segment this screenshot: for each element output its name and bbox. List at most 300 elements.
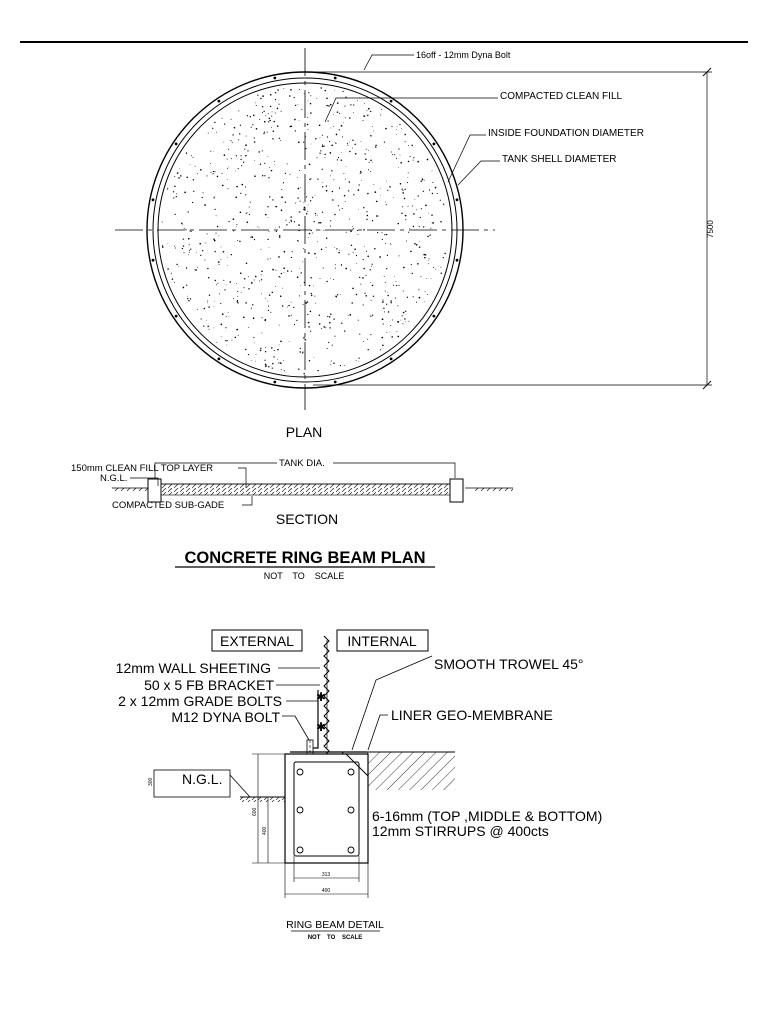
fill-speck: [254, 337, 255, 338]
fill-speck: [431, 278, 432, 279]
fill-speck: [290, 220, 291, 221]
fill-speck: [344, 365, 345, 366]
fill-speck: [256, 105, 257, 106]
fill-speck: [282, 197, 283, 198]
fill-speck: [250, 202, 251, 203]
fill-speck: [402, 315, 403, 316]
fill-speck: [422, 180, 423, 181]
fill-speck: [315, 296, 316, 297]
fill-speck: [244, 278, 245, 279]
fill-speck: [314, 253, 316, 255]
fill-speck: [365, 275, 366, 276]
fill-speck: [247, 115, 248, 116]
fill-speck: [356, 360, 357, 361]
fill-speck: [268, 306, 269, 307]
fill-speck: [237, 302, 238, 303]
fill-speck: [295, 130, 296, 131]
fill-speck: [281, 189, 282, 190]
fill-speck: [183, 252, 184, 253]
fill-speck: [385, 282, 386, 283]
fill-speck: [346, 232, 347, 233]
fill-speck: [332, 345, 333, 346]
fill-speck: [197, 309, 198, 310]
fill-speck: [293, 307, 294, 308]
fill-speck: [391, 151, 392, 152]
fill-speck: [300, 286, 301, 287]
fill-speck: [260, 349, 262, 351]
fill-speck: [379, 256, 381, 258]
fill-speck: [179, 266, 180, 267]
fill-speck: [223, 280, 224, 281]
fill-speck: [373, 296, 374, 297]
fill-speck: [341, 264, 342, 265]
grade-bolt-mark-2: ✱: [316, 720, 327, 734]
fill-speck: [364, 293, 365, 294]
fill-speck: [247, 212, 248, 213]
dyna-bolt-mark: [175, 143, 178, 146]
fill-speck: [245, 155, 246, 156]
fill-speck: [197, 267, 198, 268]
fill-speck: [240, 212, 242, 214]
fill-speck: [216, 284, 217, 285]
fill-speck: [408, 232, 409, 233]
fill-speck: [425, 291, 426, 292]
fill-speck: [286, 224, 287, 225]
fill-speck: [208, 277, 209, 278]
fill-speck: [426, 278, 427, 279]
fill-speck: [323, 326, 325, 328]
fill-speck: [189, 230, 190, 231]
fill-speck: [356, 263, 357, 264]
fill-speck: [423, 254, 425, 256]
fill-speck: [299, 170, 300, 171]
fill-speck: [294, 119, 296, 121]
fill-speck: [243, 317, 245, 319]
fill-speck: [362, 120, 363, 121]
fill-speck: [390, 300, 392, 302]
fill-speck: [267, 259, 268, 260]
ring-beam-left: [148, 479, 161, 502]
fill-speck: [403, 267, 405, 269]
fill-speck: [269, 294, 271, 296]
fill-speck: [237, 296, 238, 297]
fill-speck: [247, 150, 248, 151]
fill-speck: [262, 112, 263, 113]
fill-speck: [405, 141, 406, 142]
fill-speck: [269, 167, 270, 168]
fill-speck: [281, 369, 282, 370]
fill-speck: [306, 196, 307, 197]
fill-speck: [412, 145, 413, 146]
section-ngl-label: N.G.L.: [100, 473, 128, 484]
fill-speck: [343, 122, 344, 123]
detail-ngl-label: N.G.L.: [182, 771, 223, 787]
fill-speck: [363, 304, 364, 305]
fill-speck: [322, 169, 323, 170]
fill-speck: [286, 220, 287, 221]
fill-speck: [365, 295, 367, 297]
fill-speck: [406, 240, 407, 241]
fill-speck: [162, 221, 163, 222]
fill-speck: [331, 144, 333, 146]
fill-speck: [284, 251, 286, 253]
fill-speck: [358, 361, 359, 362]
subgrade-label: COMPACTED SUB-GADE: [112, 500, 225, 511]
fill-speck: [327, 348, 328, 349]
rebar-bottom-left: [297, 847, 303, 853]
fill-speck: [353, 194, 354, 195]
fill-speck: [381, 337, 383, 339]
fill-speck: [435, 187, 437, 189]
fill-speck: [327, 136, 328, 137]
fill-speck: [269, 118, 271, 120]
trowel-leader: [352, 656, 432, 750]
fill-speck: [364, 246, 365, 247]
fill-speck: [310, 311, 312, 313]
fill-speck: [356, 294, 358, 296]
fill-speck: [402, 192, 404, 194]
fill-speck: [382, 301, 384, 303]
fill-speck: [310, 112, 312, 114]
fill-speck: [168, 244, 169, 245]
fill-speck: [316, 98, 317, 99]
fill-speck: [427, 159, 429, 161]
liner-leader: [368, 715, 388, 750]
fill-speck: [287, 163, 288, 164]
fill-speck: [320, 87, 321, 88]
fill-speck: [261, 317, 262, 318]
fill-speck: [257, 226, 258, 227]
fill-speck: [226, 340, 227, 341]
fill-speck: [207, 326, 209, 328]
fill-speck: [183, 287, 185, 289]
fill-speck: [396, 331, 397, 332]
fill-speck: [425, 205, 427, 207]
fill-speck: [260, 164, 261, 165]
fill-speck: [408, 172, 409, 173]
fill-speck: [420, 181, 421, 182]
fill-speck: [280, 277, 281, 278]
fill-speck: [189, 250, 190, 251]
fill-speck: [326, 190, 328, 192]
fill-speck: [215, 280, 216, 281]
fill-speck: [271, 127, 272, 128]
fill-speck: [433, 267, 434, 268]
fill-speck: [326, 247, 327, 248]
fill-speck: [188, 238, 190, 240]
fill-speck: [315, 195, 316, 196]
fill-speck: [349, 219, 350, 220]
fill-speck: [227, 179, 228, 180]
fill-label: COMPACTED CLEAN FILL: [500, 91, 623, 102]
fill-speck: [416, 209, 417, 210]
fill-speck: [174, 186, 175, 187]
fill-speck: [365, 158, 367, 160]
fill-speck: [326, 186, 327, 187]
fill-speck: [275, 92, 276, 93]
dyna-bolt-mark: [334, 381, 337, 384]
fill-speck: [395, 298, 396, 299]
fill-speck: [396, 285, 397, 286]
fill-speck: [339, 210, 340, 211]
fill-speck: [371, 266, 372, 267]
fill-speck: [283, 360, 284, 361]
fill-speck: [367, 193, 368, 194]
fill-speck: [324, 154, 325, 155]
fill-speck: [236, 226, 237, 227]
fill-speck: [413, 157, 414, 158]
fill-speck: [269, 196, 270, 197]
fill-speck: [419, 246, 421, 248]
fill-speck: [236, 186, 238, 188]
fill-speck: [233, 298, 234, 299]
fill-speck: [214, 251, 215, 252]
fill-speck: [295, 203, 296, 204]
fill-speck: [227, 159, 228, 160]
fill-speck: [338, 205, 339, 206]
fill-speck: [227, 168, 228, 169]
fill-speck: [306, 213, 308, 215]
fill-speck: [322, 135, 323, 136]
fill-speck: [204, 204, 206, 206]
fill-speck: [261, 271, 263, 273]
fill-speck: [298, 241, 299, 242]
fill-speck: [279, 138, 280, 139]
fill-speck: [382, 232, 383, 233]
fill-speck: [265, 364, 266, 365]
title-block: [175, 549, 435, 581]
fill-speck: [349, 117, 350, 118]
fill-speck: [249, 207, 250, 208]
fill-speck: [305, 302, 307, 304]
fill-speck: [383, 323, 384, 324]
fill-speck: [268, 231, 269, 232]
fill-speck: [310, 95, 311, 96]
fill-speck: [350, 104, 351, 105]
fill-speck: [385, 202, 386, 203]
fill-speck: [368, 349, 369, 350]
fill-speck: [261, 293, 262, 294]
fill-speck: [340, 365, 341, 366]
fill-speck: [404, 134, 406, 136]
fill-speck: [182, 248, 183, 249]
fill-speck: [208, 133, 209, 134]
fill-speck: [307, 314, 308, 315]
fill-speck: [264, 132, 265, 133]
fill-speck: [396, 134, 397, 135]
fill-speck: [346, 166, 347, 167]
fill-speck: [272, 138, 273, 139]
fill-speck: [236, 329, 238, 331]
fill-speck: [354, 248, 356, 250]
fill-speck: [308, 205, 309, 206]
fill-speck: [310, 200, 311, 201]
fill-speck: [370, 334, 371, 335]
fill-speck: [267, 132, 268, 133]
fill-speck: [251, 282, 253, 284]
fill-speck: [425, 254, 427, 256]
fill-speck: [394, 276, 395, 277]
fill-speck: [299, 211, 300, 212]
fill-speck: [382, 300, 383, 301]
fill-speck: [280, 140, 281, 141]
fill-speck: [214, 196, 215, 197]
fill-speck: [375, 146, 376, 147]
fill-speck: [418, 289, 419, 290]
fill-speck: [290, 174, 291, 175]
drawing-scale-note: NOT TO SCALE: [263, 571, 345, 581]
fill-speck: [330, 128, 331, 129]
fill-speck: [238, 168, 239, 169]
fill-speck: [339, 187, 340, 188]
fill-speck: [272, 367, 273, 368]
fill-speck: [334, 247, 335, 248]
fill-speck: [268, 217, 269, 218]
dyna-bolt-mark: [456, 259, 459, 262]
external-tag: EXTERNAL: [220, 633, 294, 649]
fill-speck: [309, 163, 311, 165]
shell-dia-label: TANK SHELL DIAMETER: [502, 154, 617, 165]
fill-speck: [350, 230, 352, 232]
clean-fill-label: 150mm CLEAN FILL TOP LAYER: [71, 463, 214, 474]
fill-speck: [210, 163, 211, 164]
fill-speck: [423, 191, 424, 192]
fill-speck: [209, 329, 210, 330]
fill-speck: [410, 156, 411, 157]
fill-speck: [271, 170, 273, 172]
fill-speck: [235, 196, 237, 198]
fill-speck: [362, 277, 364, 279]
fill-speck: [419, 226, 420, 227]
fill-speck: [261, 249, 262, 250]
fill-speck: [290, 89, 292, 91]
fill-speck: [245, 144, 247, 146]
fill-speck: [370, 282, 371, 283]
fill-speck: [264, 121, 266, 123]
fill-speck: [246, 221, 248, 223]
fill-speck: [404, 318, 405, 319]
fill-speck: [330, 364, 331, 365]
fill-speck: [196, 252, 197, 253]
fill-speck: [357, 234, 358, 235]
fill-speck: [216, 342, 217, 343]
fill-speck: [419, 297, 421, 299]
fill-speck: [380, 195, 381, 196]
fill-speck: [391, 244, 392, 245]
fill-speck: [212, 128, 213, 129]
fill-speck: [418, 195, 419, 196]
fill-speck: [255, 102, 256, 103]
tank-dia-label: TANK DIA.: [279, 458, 325, 469]
fill-speck: [274, 161, 275, 162]
fill-speck: [191, 155, 192, 156]
fill-speck: [307, 117, 308, 118]
fill-speck: [264, 175, 265, 176]
fill-speck: [398, 223, 399, 224]
fill-speck: [206, 320, 207, 321]
fill-speck: [389, 187, 390, 188]
fill-speck: [367, 255, 369, 257]
fill-speck: [268, 366, 269, 367]
fill-speck: [214, 122, 215, 123]
fill-speck: [259, 227, 260, 228]
fill-speck: [380, 114, 381, 115]
fill-speck: [254, 137, 255, 138]
fill-speck: [429, 189, 430, 190]
fill-speck: [236, 224, 237, 225]
fill-speck: [223, 251, 225, 253]
fill-speck: [289, 341, 290, 342]
fill-speck: [255, 361, 256, 362]
fill-speck: [368, 150, 369, 151]
fill-speck: [265, 319, 267, 321]
fill-speck: [367, 339, 368, 340]
fill-speck: [320, 222, 322, 224]
fill-speck: [234, 127, 236, 129]
fill-speck: [337, 111, 339, 113]
fill-speck: [297, 240, 298, 241]
fill-speck: [382, 345, 384, 347]
fill-speck: [255, 276, 256, 277]
fill-speck: [259, 119, 260, 120]
fill-speck: [222, 118, 223, 119]
fill-speck: [343, 173, 344, 174]
fill-speck: [260, 98, 261, 99]
fill-speck: [186, 177, 188, 179]
fill-speck: [262, 95, 264, 97]
fill-speck: [401, 320, 402, 321]
rebar-middle-left: [297, 807, 303, 813]
fill-speck: [256, 354, 257, 355]
fill-speck: [316, 257, 317, 258]
fill-speck: [249, 214, 250, 215]
fill-speck: [209, 294, 210, 295]
fill-speck: [268, 113, 269, 114]
fill-speck: [373, 131, 374, 132]
fill-speck: [367, 215, 369, 217]
fill-speck: [320, 137, 321, 138]
fill-speck: [272, 292, 274, 294]
fill-speck: [300, 201, 301, 202]
fill-speck: [188, 211, 189, 212]
fill-speck: [176, 193, 177, 194]
fill-speck: [262, 150, 263, 151]
fill-speck: [322, 144, 323, 145]
fill-speck: [322, 212, 323, 213]
fill-speck: [372, 285, 374, 287]
fill-speck: [307, 124, 309, 126]
fill-speck: [339, 113, 340, 114]
fill-speck: [189, 244, 190, 245]
fill-speck: [347, 143, 348, 144]
fill-speck: [215, 233, 216, 234]
fill-speck: [387, 190, 388, 191]
fill-speck: [241, 184, 243, 186]
fill-speck: [366, 251, 367, 252]
fill-speck: [381, 109, 382, 110]
fill-speck: [318, 222, 320, 224]
fill-speck: [419, 241, 420, 242]
fill-speck: [348, 145, 349, 146]
fill-speck: [241, 292, 242, 293]
fill-speck: [275, 112, 276, 113]
fill-speck: [384, 141, 385, 142]
dyna-bolt-mark: [175, 315, 178, 318]
fill-speck: [228, 312, 229, 313]
fill-speck: [259, 280, 260, 281]
rebar-top-right: [348, 769, 354, 775]
fill-speck: [344, 330, 345, 331]
